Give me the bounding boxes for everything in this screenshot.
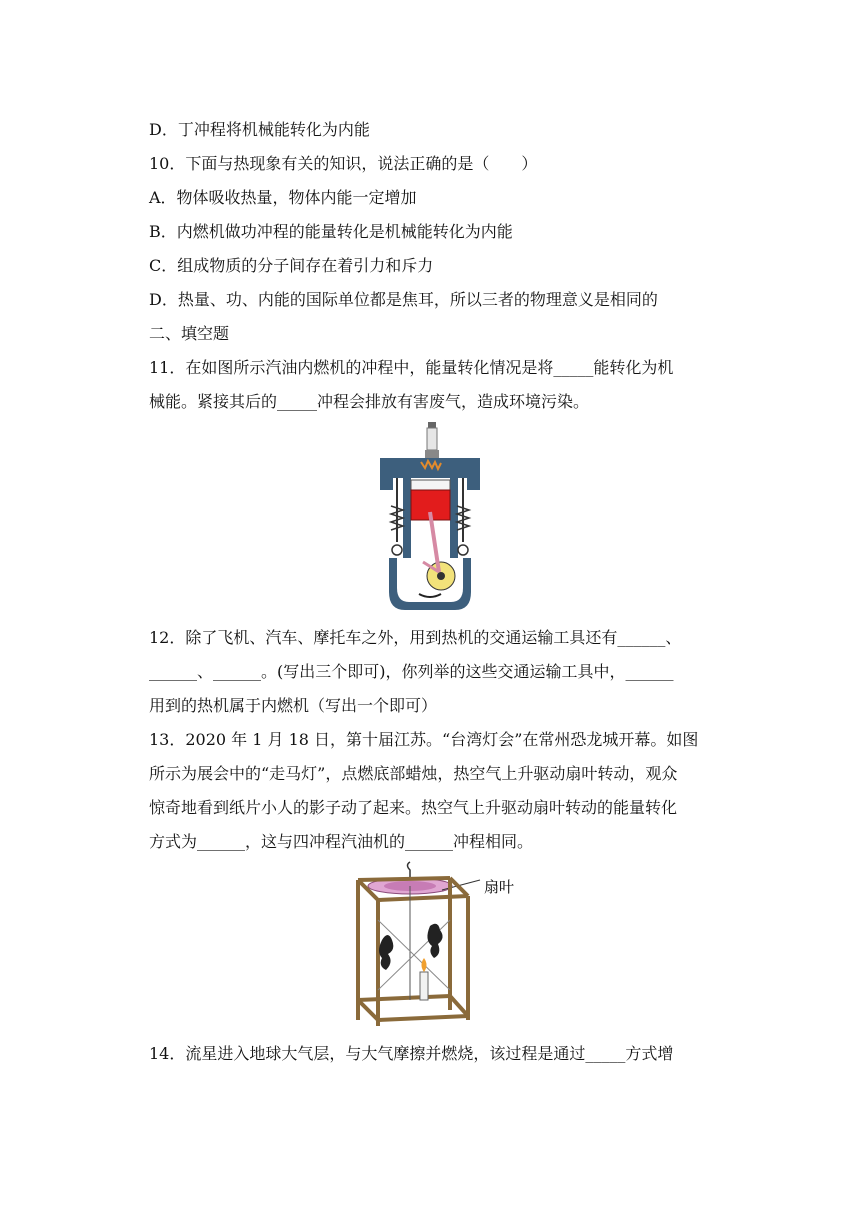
option-d-q10: D．热量、功、内能的国际单位都是焦耳，所以三者的物理意义是相同的 — [149, 290, 658, 309]
question-11-line-2: 械能。紧接其后的_____冲程会排放有害废气，造成环境污染。 — [149, 392, 590, 411]
question-13-line-3: 惊奇地看到纸片小人的影子动了起来。热空气上升驱动扇叶转动的能量转化 — [149, 798, 678, 817]
option-d-q9: D．丁冲程将机械能转化为内能 — [149, 120, 370, 139]
engine-diagram — [375, 422, 485, 612]
question-11-line-1: 11．在如图所示汽油内燃机的冲程中，能量转化情况是将_____能转化为机 — [149, 358, 674, 377]
question-14-line-1: 14．流星进入地球大气层，与大气摩擦并燃烧，该过程是通过_____方式增 — [149, 1044, 674, 1063]
question-13-line-2: 所示为展会中的“走马灯”，点燃底部蜡烛，热空气上升驱动扇叶转动，观众 — [149, 764, 678, 783]
lantern-diagram — [350, 860, 520, 1030]
question-12-line-3: 用到的热机属于内燃机（写出一个即可） — [149, 696, 438, 715]
lantern-figure — [350, 860, 520, 1030]
question-13-line-4: 方式为______，这与四冲程汽油机的______冲程相同。 — [149, 832, 534, 851]
section-heading: 二、填空题 — [149, 324, 230, 343]
fan-blade-label: 扇叶 — [484, 878, 515, 896]
question-10: 10．下面与热现象有关的知识，说法正确的是（ ） — [149, 154, 538, 173]
option-b-q10: B．内燃机做功冲程的能量转化是机械能转化为内能 — [149, 222, 513, 241]
option-c-q10: C．组成物质的分子间存在着引力和斥力 — [149, 256, 434, 275]
question-12-line-2: ______、______。(写出三个即可)，你列举的这些交通运输工具中，______ — [149, 662, 674, 681]
engine-figure — [375, 422, 485, 612]
question-12-line-1: 12．除了飞机、汽车、摩托车之外，用到热机的交通运输工具还有______、 — [149, 628, 682, 647]
option-a-q10: A．物体吸收热量，物体内能一定增加 — [149, 188, 417, 207]
question-13-line-1: 13．2020 年 1 月 18 日，第十届江苏。“台湾灯会”在常州恐龙城开幕。如图 — [149, 730, 699, 749]
